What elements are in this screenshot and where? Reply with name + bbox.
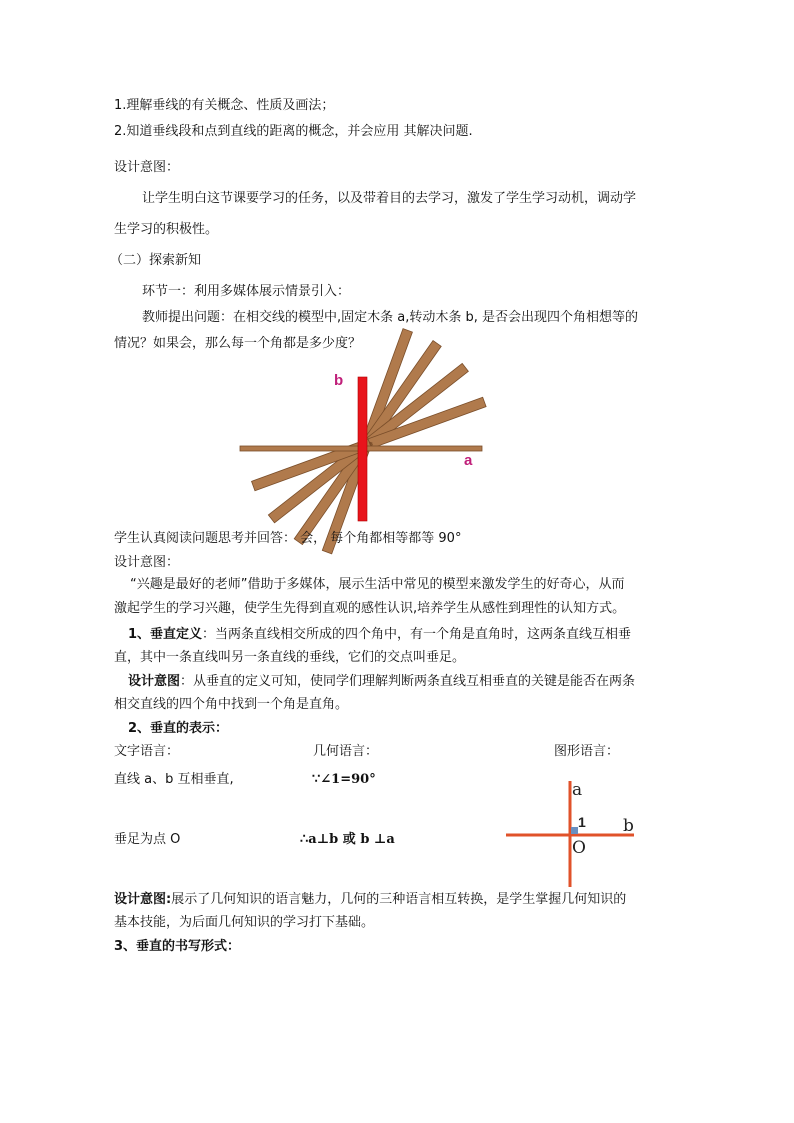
geometric-statement: ∴a⊥b 或 b ⊥a [300,832,395,847]
right-angle-mark [571,827,578,834]
design-intent-heading: 设计意图 [128,674,181,689]
foot-o-label: O [572,838,586,858]
design-intent-heading: 设计意图： [114,555,180,570]
design-intent [114,891,626,909]
design-intent-text: 让学生明白这节课要学习的任务，以及带着目的去学习，激发了学生学习动机，调动学 [142,191,637,206]
definition-label: 1、垂直定义 [128,627,203,642]
design-intent-text: ：从垂直的定义可知，使同学们理解判断两条直线互相垂直的关键是能否在两条 [180,674,636,689]
design-intent [128,673,635,691]
geometric-language-header: 几何语言： [313,744,379,759]
design-intent-text: 相交直线的四个角中找到一个角是直角。 [114,697,349,712]
definition-text: 直，其中一条直线叫另一条直线的垂线，它们的交点叫垂足。 [114,650,466,665]
text-language-header: 文字语言： [114,744,180,759]
objective-2: 2.知道垂线段和点到直线的距离的概念，并会应用 其解决问题. [114,124,473,139]
objective-1: 1.理解垂线的有关概念、性质及画法； [114,98,335,113]
design-intent-text: “兴趣是最好的老师”借助于多媒体，展示生活中常见的模型来激发学生的好奇心，从而 [130,577,625,592]
design-intent-text: 生学习的积极性。 [114,222,219,237]
step-heading: 环节一：利用多媒体展示情景引入： [142,284,351,299]
stick-a-label: a [464,452,473,469]
stick-b-label: b [334,372,344,389]
line-b-label: b [623,816,634,836]
teacher-question: 教师提出问题：在相交线的模型中,固定木条 a,转动木条 b, 是否会出现四个角相想等的 [142,310,639,325]
design-intent-text: 激起学生的学习兴趣，使学生先得到直观的感性认识,培养学生从感性到理性的认知方式。 [114,601,626,616]
design-intent-text: 展示了几何知识的语言魅力，几何的三种语言相互转换，是学生掌握几何知识的 [171,892,627,907]
student-answer: 学生认真阅读问题思考并回答： 会， 每个角都相等都等 90° [114,531,462,546]
graphic-language-header: 图形语言： [554,744,620,759]
line-a-label: a [572,780,583,800]
design-intent-heading: 设计意图： [114,160,180,175]
representation-title: 2、垂直的表示： [128,721,229,736]
perpendicular-figure [500,775,670,890]
definition-text: ：当两条直线相交所成的四个角中，有一个角是直角时，这两条直线互相垂 [202,627,632,642]
geometric-statement: ∵∠1=90° [312,772,376,787]
perpendicular-definition [128,626,631,644]
design-intent-heading: 设计意图: [114,892,172,907]
writing-form-title: 3、垂直的书写形式： [114,939,241,954]
design-intent-text: 基本技能，为后面几何知识的学习打下基础。 [114,915,375,930]
teacher-question: 情况？如果会，那么每一个角都是多少度？ [114,336,362,351]
intersecting-lines-model [230,365,500,530]
text-statement: 直线 a、b 互相垂直, [114,772,234,787]
text-statement: 垂足为点 O [114,832,181,847]
angle-1-label: 1 [578,814,586,830]
section-title: （二）探索新知 [110,253,202,268]
